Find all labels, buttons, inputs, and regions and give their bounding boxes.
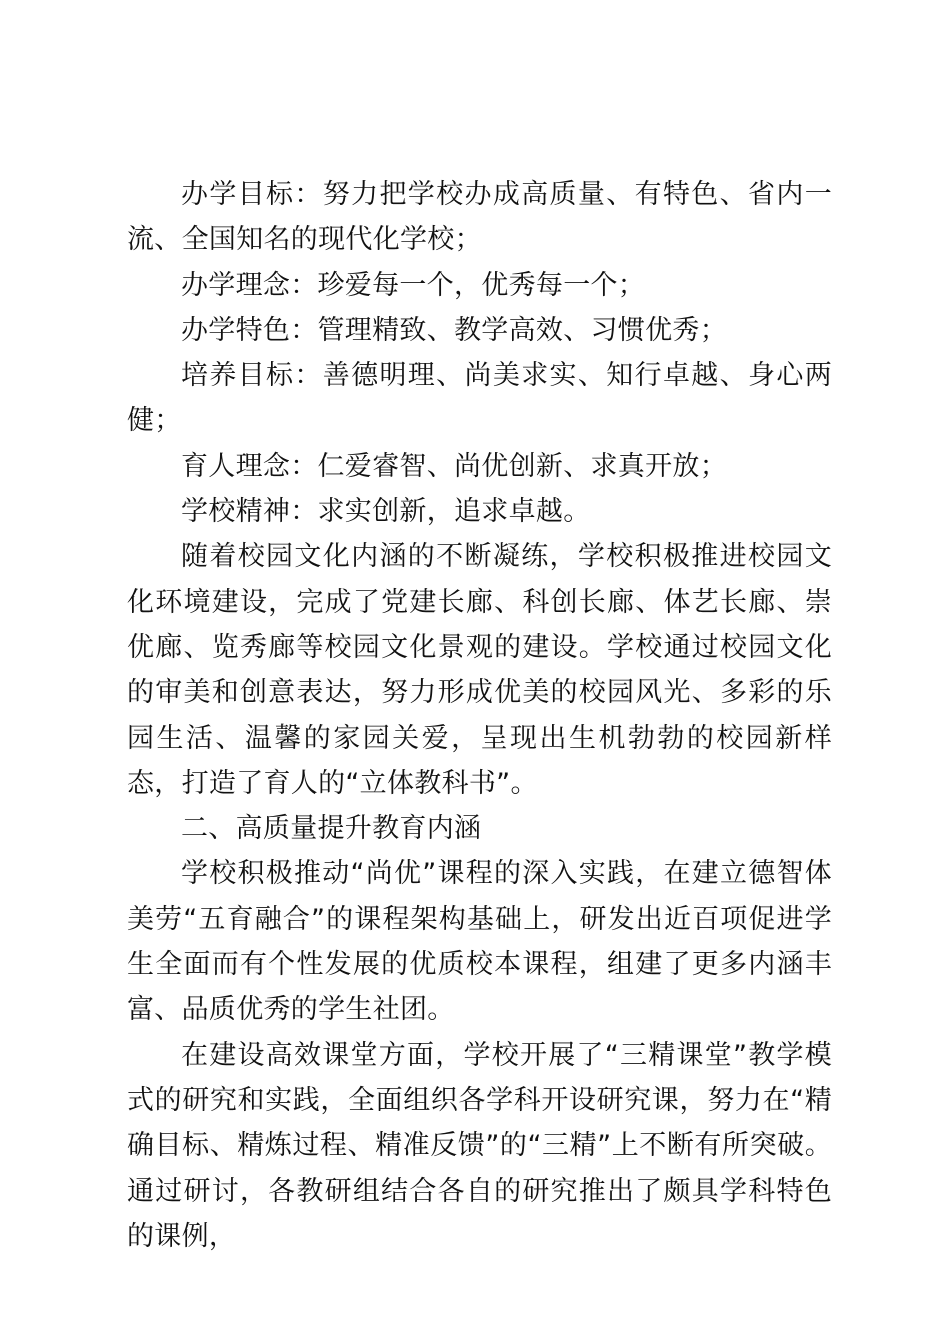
paragraph-training-goal: 培养目标：善德明理、尚美求实、知行卓越、身心两健； xyxy=(127,360,832,437)
paragraph-education-concept: 育人理念：仁爱睿智、尚优创新、求真开放； xyxy=(181,450,727,482)
paragraph-efficient-classroom: 在建设高效课堂方面，学校开展了“三精课堂”教学模式的研究和实践，全面组织各学科开设研究课，努力在“精确目标、精炼过程、精准反馈”的“三精”上不断有所突破。通过研讨，各教研组结合各自的研究推出了颇具学科特色的课例， xyxy=(127,1039,832,1252)
paragraph-school-philosophy: 办学理念：珍爱每一个，优秀每一个； xyxy=(181,269,646,301)
paragraph-school-goal: 办学目标：努力把学校办成高质量、有特色、省内一流、全国知名的现代化学校； xyxy=(127,179,832,256)
paragraph-school-feature: 办学特色：管理精致、教学高效、习惯优秀； xyxy=(181,314,727,346)
paragraph-school-spirit: 学校精神：求实创新，追求卓越。 xyxy=(181,496,591,528)
section-heading-2: 二、高质量提升教育内涵 xyxy=(181,813,482,845)
paragraph-campus-culture: 随着校园文化内涵的不断凝练，学校积极推进校园文化环境建设，完成了党建长廊、科创长廊、体艺长廊、崇优廊、览秀廊等校园文化景观的建设。学校通过校园文化的审美和创意表达，努力形成优美的校园风光、多彩的乐园生活、温馨的家园关爱，呈现出生机勃勃的校园新样态，打造了育人的“立体教科书”。 xyxy=(127,541,832,799)
paragraph-curriculum: 学校积极推动“尚优”课程的深入实践，在建立德智体美劳“五育融合”的课程架构基础上，研发出近百项促进学生全面而有个性发展的优质校本课程，组建了更多内涵丰富、品质优秀的学生社团。 xyxy=(127,858,832,1026)
document-body xyxy=(127,172,832,1259)
